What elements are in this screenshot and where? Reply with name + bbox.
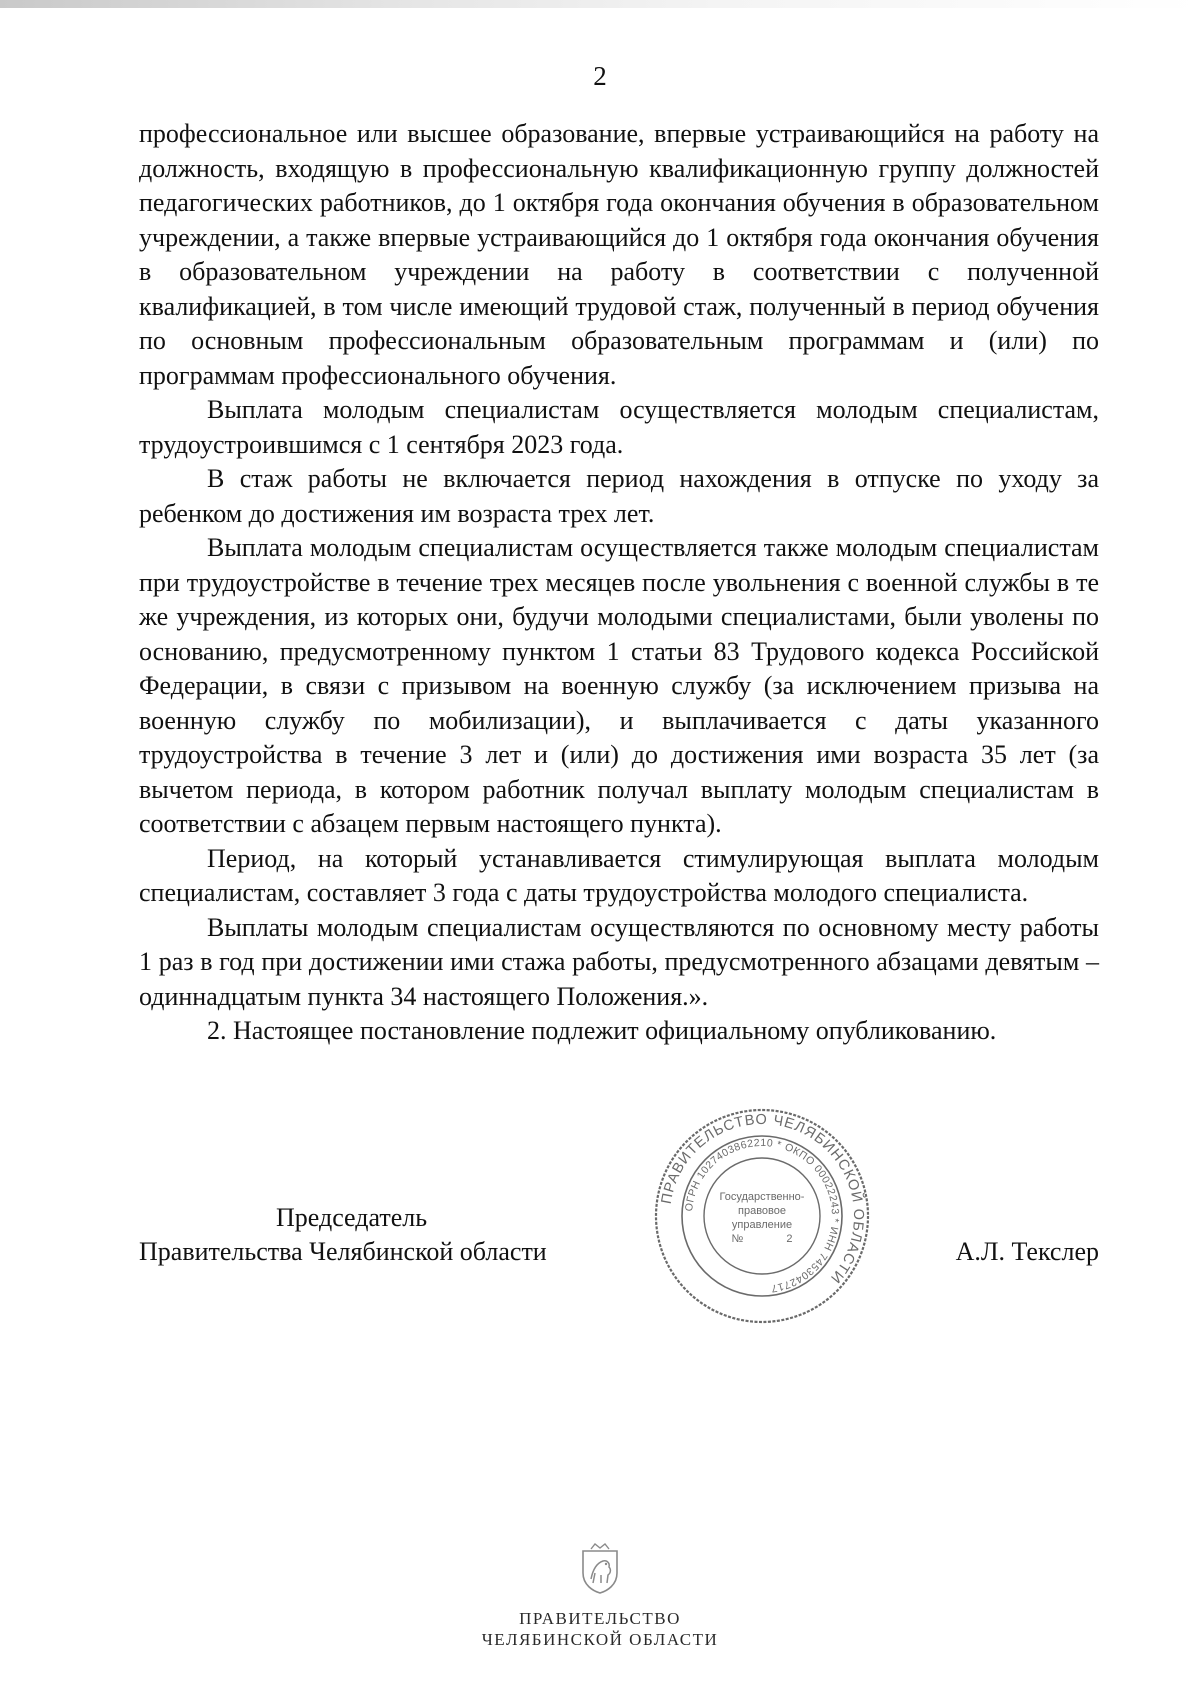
paragraph: Выплата молодым специалистам осуществляется также молодым специалистам при трудоустройстве в течение трех месяцев после увольнения с военной службы в те же учреждения, из которых они, будучи молодыми специалистами, были уволены по основанию, предусмотренному пунктом 1 статьи 83 Трудового кодекса Российской Федерации, в связи с призывом на военную службу (за исключением призыва на военную службу по мобилизации), и выплачивается с даты указанного трудоустройства в течение 3 лет и (или) до достижения ими возраста 35 лет (за вычетом периода, в котором работник получал выплату молодым специалистам в соответствии с абзацем первым настоящего пункта). bbox=[139, 533, 1099, 838]
emblem-graphic bbox=[577, 1543, 623, 1595]
signatory-title-line-2: Правительства Челябинской области bbox=[139, 1237, 547, 1266]
paragraph: Период, на который устанавливается стимулирующая выплата молодым специалистам, составляет 3 года с даты трудоустройства молодого специалиста. bbox=[139, 843, 1099, 907]
signatory-title bbox=[139, 1201, 619, 1269]
footer-letterhead bbox=[0, 1608, 1200, 1650]
paragraph: Выплата молодым специалистам осуществляется молодым специалистам, трудоустроившимся с 1 сентября 2023 года. bbox=[139, 395, 1099, 459]
footer-line-2: ЧЕЛЯБИНСКОЙ ОБЛАСТИ bbox=[481, 1630, 719, 1649]
seal-center-text: Государственно- правовое управление № 2 bbox=[719, 1191, 805, 1245]
signatory-name: А.Л. Текслер bbox=[955, 1237, 1099, 1266]
scan-edge bbox=[0, 0, 1200, 8]
paragraph-continuation: профессиональное или высшее образование, впервые устраивающийся на работу на должность, входящую в профессиональную квалификационную группу должностей педагогических работников, до 1 октября года окончания обучения в образовательном учреждении, а также впервые устраивающийся до 1 октября года окончания обучения в образовательном учреждении на работу в соответствии с полученной квалификацией, в том числе имеющий трудовой стаж, полученный в период обучения по основным профессиональным образовательным программам и (или) по программам профессионального обучения. bbox=[139, 119, 1099, 390]
seal-inner-text: ОГРН 1027403862210 * ОКПО 00022243 * ИНН 7453042717 bbox=[683, 1136, 842, 1295]
page-number: 2 bbox=[593, 61, 607, 91]
paragraph: Выплаты молодым специалистам осуществляются по основному месту работы 1 раз в год при достижении ими стажа работы, предусмотренного абзацами девятым – одиннадцатым пункта 34 настоящего Положения.». bbox=[139, 912, 1099, 1011]
signatory-title-line-1: Председатель bbox=[276, 1203, 428, 1232]
paragraph: В стаж работы не включается период нахождения в отпуске по уходу за ребенком до достижения им возраста трех лет. bbox=[139, 464, 1099, 528]
document-body bbox=[139, 117, 1099, 1049]
signature-block bbox=[139, 1201, 1099, 1331]
footer-line-1: ПРАВИТЕЛЬСТВО bbox=[519, 1609, 681, 1628]
seal-outer-text: ПРАВИТЕЛЬСТВО ЧЕЛЯБИНСКОЙ ОБЛАСТИ bbox=[658, 1111, 867, 1287]
paragraph-clause-2: 2. Настоящее постановление подлежит официальному опубликованию. bbox=[207, 1016, 997, 1045]
coat-of-arms-icon bbox=[577, 1543, 623, 1595]
